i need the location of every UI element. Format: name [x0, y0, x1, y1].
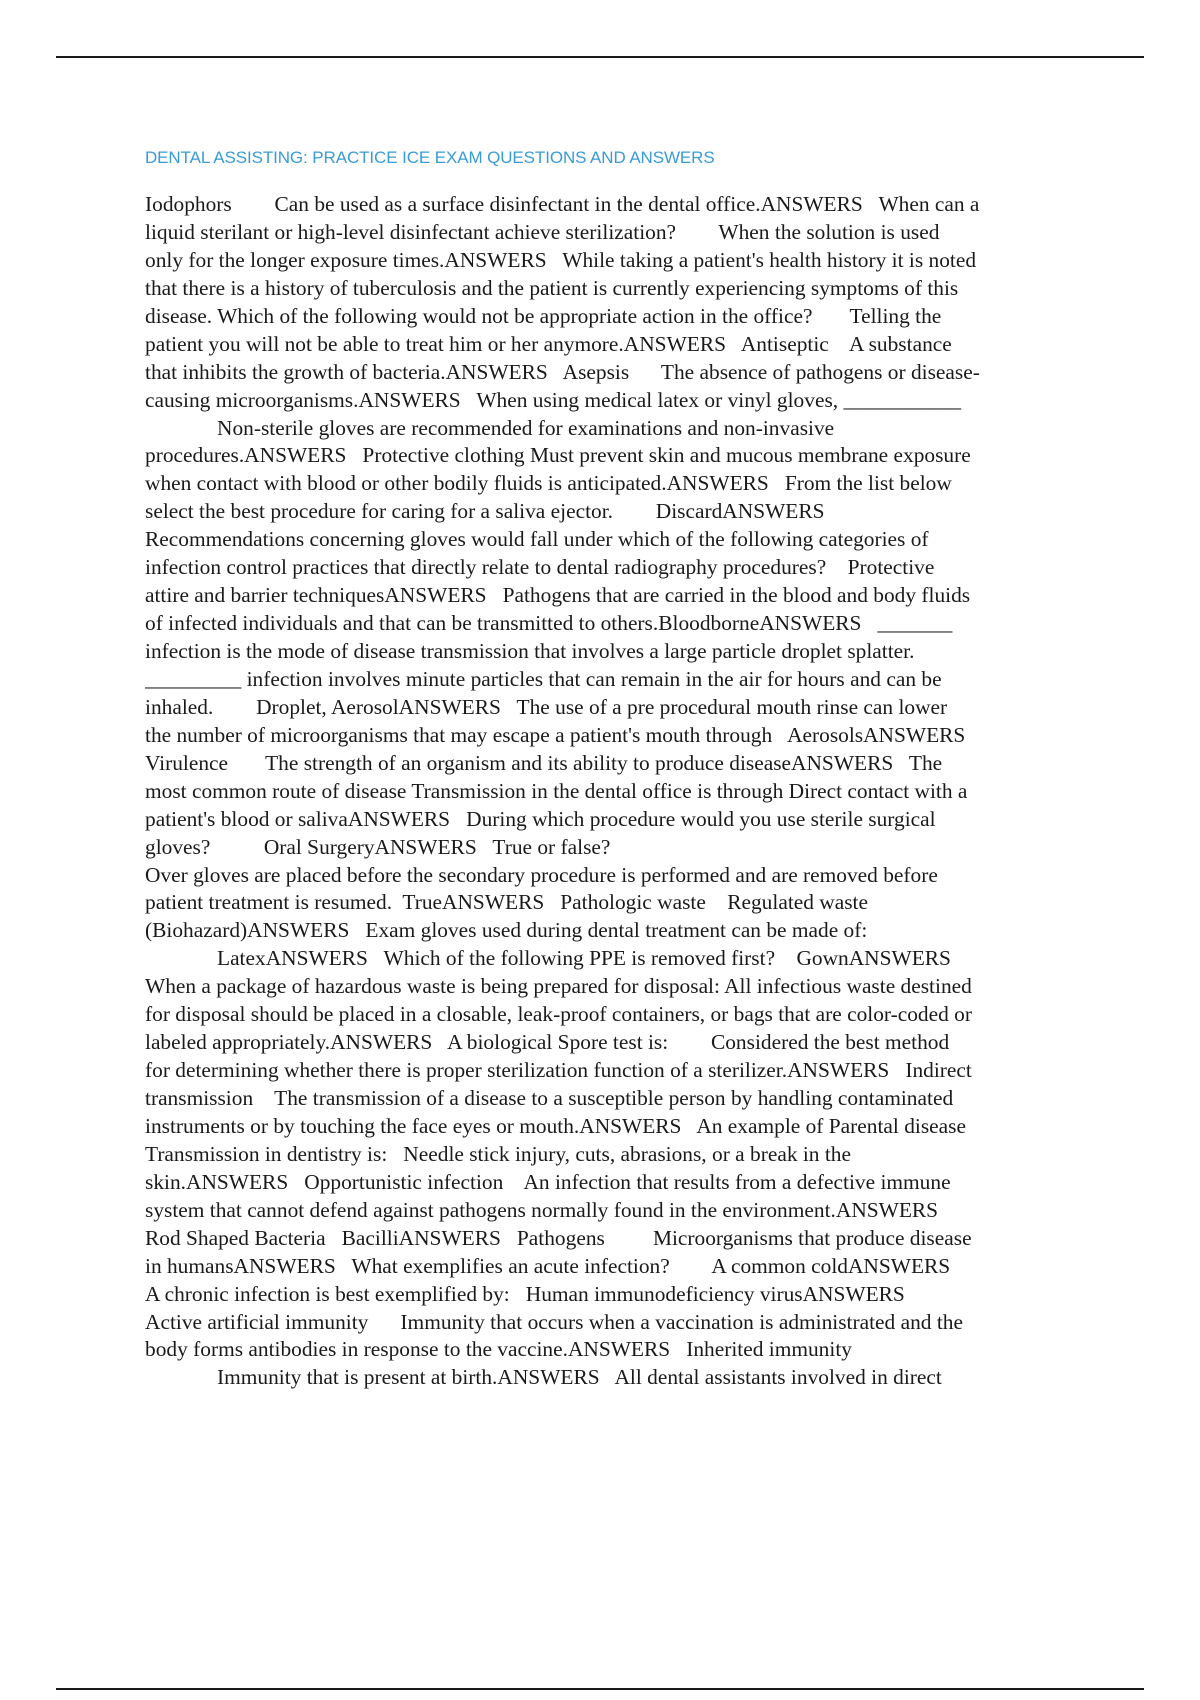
text-line: Transmission in dentistry is: Needle stick injury, cuts, abrasions, or a break in the — [145, 1141, 851, 1166]
text-line: _________ infection involves minute particles that can remain in the air for hours and can be — [145, 666, 942, 691]
text-line: liquid sterilant or high-level disinfectant achieve sterilization? When the solution is used — [145, 219, 940, 244]
text-line: Recommendations concerning gloves would fall under which of the following categories of — [145, 527, 929, 552]
text-line: in humansANSWERS What exemplifies an acute infection? A common coldANSWERS — [145, 1253, 951, 1278]
document-title: DENTAL ASSISTING: PRACTICE ICE EXAM QUESTIONS AND ANSWERS — [145, 148, 715, 167]
text-line: When a package of hazardous waste is being prepared for disposal: All infectious waste destined — [145, 974, 972, 999]
text-line: when contact with blood or other bodily fluids is anticipated.ANSWERS From the list below — [145, 471, 952, 496]
text-line: transmission The transmission of a disease to a susceptible person by handling contaminated — [145, 1086, 954, 1110]
text-line: Active artificial immunity Immunity that occurs when a vaccination is administrated and the — [145, 1309, 963, 1334]
text-line: instruments or by touching the face eyes or mouth.ANSWERS An example of Parental disease — [145, 1113, 966, 1138]
text-line: patient treatment is resumed. TrueANSWERS Pathologic waste Regulated waste — [145, 890, 868, 915]
text-line: procedures.ANSWERS Protective clothing Must prevent skin and mucous membrane exposure — [145, 443, 971, 468]
text-line: attire and barrier techniquesANSWERS Pathogens that are carried in the blood and body fluids — [145, 583, 971, 608]
text-line: most common route of disease Transmission in the dental office is through Direct contact with a — [145, 778, 968, 803]
top-rule — [56, 56, 1144, 58]
text-line: that inhibits the growth of bacteria.ANSWERS Asepsis The absence of pathogens or disease- — [145, 359, 980, 384]
text-line: Immunity that is present at birth.ANSWERS All dental assistants involved in direct — [217, 1365, 942, 1390]
text-line: infection control practices that directly relate to dental radiography procedures? Protective — [145, 555, 935, 580]
text-line: select the best procedure for caring for a saliva ejector. DiscardANSWERS — [145, 499, 825, 524]
text-line: inhaled. Droplet, AerosolANSWERS The use of a pre procedural mouth rinse can lower — [145, 694, 948, 719]
text-line: (Biohazard)ANSWERS Exam gloves used during dental treatment can be made of: — [145, 918, 868, 943]
text-line: body forms antibodies in response to the vaccine.ANSWERS Inherited immunity — [145, 1337, 852, 1362]
text-line: patient you will not be able to treat him or her anymore.ANSWERS Antiseptic A substance — [145, 331, 952, 356]
text-line: labeled appropriately.ANSWERS A biological Spore test is: Considered the best method — [145, 1030, 950, 1055]
text-line: Iodophors Can be used as a surface disinfectant in the dental office.ANSWERS When can a — [145, 192, 980, 216]
text-line: A chronic infection is best exemplified by: Human immunodeficiency virusANSWERS — [145, 1281, 905, 1306]
text-line: Non-sterile gloves are recommended for examinations and non-invasive — [217, 415, 835, 440]
text-line: Over gloves are placed before the secondary procedure is performed and are removed before — [145, 862, 938, 887]
bottom-rule — [56, 1688, 1144, 1690]
text-line: only for the longer exposure times.ANSWERS While taking a patient's health history it is noted — [145, 247, 977, 272]
text-line: of infected individuals and that can be transmitted to others.BloodborneANSWERS _______ — [145, 611, 953, 636]
text-line: that there is a history of tuberculosis and the patient is currently experiencing symptoms of this — [145, 275, 959, 300]
text-line: the number of microorganisms that may escape a patient's mouth through AerosolsANSWERS — [145, 722, 966, 747]
text-line: Virulence The strength of an organism and its ability to produce diseaseANSWERS The — [145, 750, 943, 775]
text-line: for disposal should be placed in a closable, leak-proof containers, or bags that are color-coded or — [145, 1002, 972, 1027]
text-line: causing microorganisms.ANSWERS When using medical latex or vinyl gloves, ___________ — [145, 387, 962, 412]
text-line: skin.ANSWERS Opportunistic infection An infection that results from a defective immune — [145, 1169, 951, 1194]
text-line: disease. Which of the following would not be appropriate action in the office? Telling the — [145, 303, 942, 328]
text-line: patient's blood or salivaANSWERS During which procedure would you use sterile surgical — [145, 806, 936, 831]
text-line: Rod Shaped Bacteria BacilliANSWERS Pathogens Microorganisms that produce disease — [145, 1225, 972, 1250]
text-line: gloves? Oral SurgeryANSWERS True or false? — [145, 834, 611, 859]
text-line: LatexANSWERS Which of the following PPE is removed first? GownANSWERS — [217, 946, 951, 971]
text-line: system that cannot defend against pathogens normally found in the environment.ANSWERS — [145, 1197, 939, 1222]
text-line: for determining whether there is proper sterilization function of a sterilizer.ANSWERS Indirect — [145, 1058, 972, 1083]
text-line: infection is the mode of disease transmission that involves a large particle droplet splatter. — [145, 639, 915, 663]
document-body — [145, 191, 1105, 1392]
